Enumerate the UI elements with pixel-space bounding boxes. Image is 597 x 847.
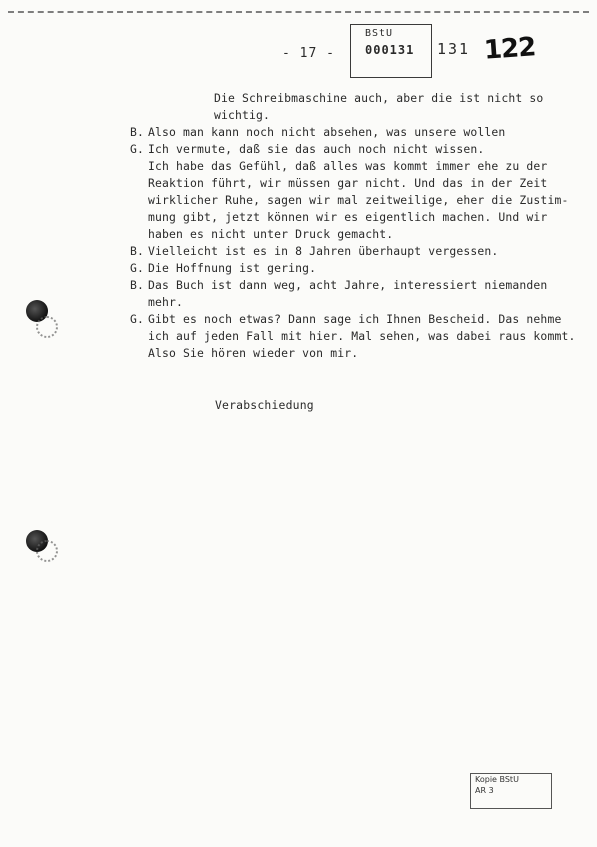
transcript-line — [130, 175, 570, 192]
transcript-line — [130, 243, 570, 260]
transcript-line — [130, 209, 570, 226]
speaker-label: G. — [130, 142, 145, 156]
transcript-text: Die Hoffnung ist gering. — [148, 261, 317, 275]
transcript-text: Vielleicht ist es in 8 Jahren überhaupt vergessen. — [148, 244, 499, 258]
stamp-number: 000131 — [365, 43, 415, 57]
transcript-text: Ich vermute, daß sie das auch noch nicht wissen. — [148, 142, 485, 156]
transcript-text: Gibt es noch etwas? Dann sage ich Ihnen Bescheid. Das nehme — [148, 312, 562, 326]
speaker-label: B. — [130, 278, 145, 292]
transcript-text: haben es nicht unter Druck gemacht. — [148, 227, 394, 241]
handwritten-folio-number: 122 — [483, 32, 537, 66]
closing-note: Verabschiedung — [215, 398, 314, 412]
transcript-text: Ich habe das Gefühl, daß alles was kommt immer ehe zu der — [148, 159, 548, 173]
transcript-line — [130, 124, 570, 141]
archive-stamp-line2: AR 3 — [475, 786, 494, 795]
transcript-line — [130, 107, 570, 124]
transcript-text: Reaktion führt, wir müssen gar nicht. Und das in der Zeit — [148, 176, 548, 190]
page-top-edge — [8, 11, 589, 13]
transcript-line — [130, 226, 570, 243]
transcript-text: mehr. — [148, 295, 184, 309]
punch-hole-ring-icon — [36, 540, 58, 562]
transcript-line — [130, 294, 570, 311]
speaker-label: B. — [130, 125, 145, 139]
transcript-text: Die Schreibmaschine auch, aber die ist nicht so — [214, 91, 544, 105]
transcript-line — [130, 345, 570, 362]
folio-number: 131 — [437, 40, 471, 58]
speaker-label: G. — [130, 312, 145, 326]
transcript-line — [130, 260, 570, 277]
speaker-label: G. — [130, 261, 145, 275]
transcript-line — [130, 277, 570, 294]
speaker-label: B. — [130, 244, 145, 258]
archive-copy-stamp — [470, 773, 552, 809]
page-number: - 17 - — [282, 46, 335, 61]
transcript-line — [130, 90, 570, 107]
stamp-organization: BStU — [365, 28, 394, 39]
transcript-text: Das Buch ist dann weg, acht Jahre, interessiert niemanden — [148, 278, 548, 292]
archive-stamp-line1: Kopie BStU — [475, 775, 519, 784]
transcript-line — [130, 158, 570, 175]
transcript-line — [130, 141, 570, 158]
transcript-text: wichtig. — [214, 108, 271, 122]
transcript-text: Also man kann noch nicht absehen, was unsere wollen — [148, 125, 506, 139]
transcript-text: ich auf jeden Fall mit hier. Mal sehen, was dabei raus kommt. — [148, 329, 576, 343]
transcript-line — [130, 311, 570, 328]
punch-hole-ring-icon — [36, 316, 58, 338]
archive-stamp-box — [350, 24, 432, 78]
transcript-line — [130, 192, 570, 209]
transcript-text: wirklicher Ruhe, sagen wir mal zeitweilige, eher die Zustim- — [148, 193, 569, 207]
transcript-line — [130, 328, 576, 345]
transcript-body — [130, 90, 576, 362]
transcript-text: mung gibt, jetzt können wir es eigentlich machen. Und wir — [148, 210, 548, 224]
transcript-text: Also Sie hören wieder von mir. — [148, 346, 359, 360]
